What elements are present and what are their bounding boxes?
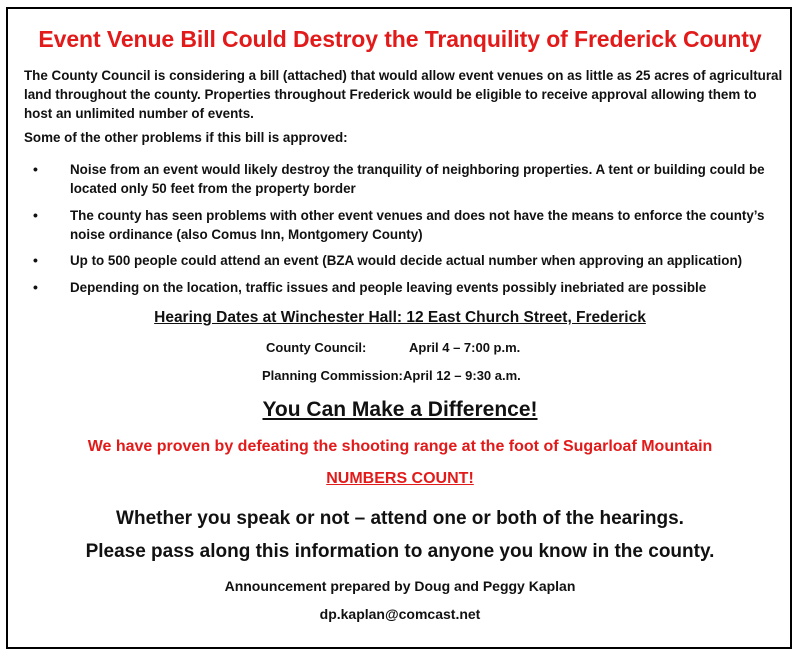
numbers-count: NUMBERS COUNT! (326, 470, 474, 487)
county-council-label: County Council: (266, 340, 367, 355)
problems-heading: Some of the other problems if this bill is approved: (24, 130, 348, 145)
problems-list (24, 160, 784, 297)
planning-commission-date: April 12 – 9:30 a.m. (403, 368, 521, 383)
problem-item-traffic: • Depending on the location, traffic issues and people leaving events possibly inebriated are possible (24, 278, 784, 297)
problem-item-noise: • Noise from an event would likely destroy the tranquility of neighboring properties. A tent or building could be located only 50 feet from the property border (24, 160, 784, 206)
call-to-action: You Can Make a Difference! (262, 398, 538, 421)
county-council-date: April 4 – 7:00 p.m. (409, 340, 521, 355)
problem-item-enforcement: • The county has seen problems with other event venues and does not have the means to enforce the county’s noise ordinance (also Comus Inn, Montgomery County) (24, 206, 784, 251)
intro-paragraph: The County Council is considering a bill (attached) that would allow event venues on as little as 25 acres of agricultural land throughout the county. Properties throughout Frederick would be eligible to receive approval allowing them to host an unlimited number of events. (24, 68, 783, 121)
prepared-by: Announcement prepared by Doug and Peggy Kaplan (224, 578, 576, 594)
problem-item-attendance: • Up to 500 people could attend an event (BZA would decide actual number when approving an application) (24, 251, 784, 278)
contact-email: dp.kaplan@comcast.net (319, 606, 481, 622)
hearing-dates-heading: Hearing Dates at Winchester Hall: 12 East Church Street, Frederick (154, 309, 646, 326)
attend-statement: Whether you speak or not – attend one or both of the hearings. (116, 508, 684, 529)
page-title: Event Venue Bill Could Destroy the Tranquility of Frederick County (38, 26, 762, 52)
pass-along-statement: Please pass along this information to anyone you know in the county. (85, 541, 715, 562)
planning-commission-label: Planning Commission: (262, 368, 403, 383)
proven-statement: We have proven by defeating the shooting range at the foot of Sugarloaf Mountain (87, 438, 713, 455)
